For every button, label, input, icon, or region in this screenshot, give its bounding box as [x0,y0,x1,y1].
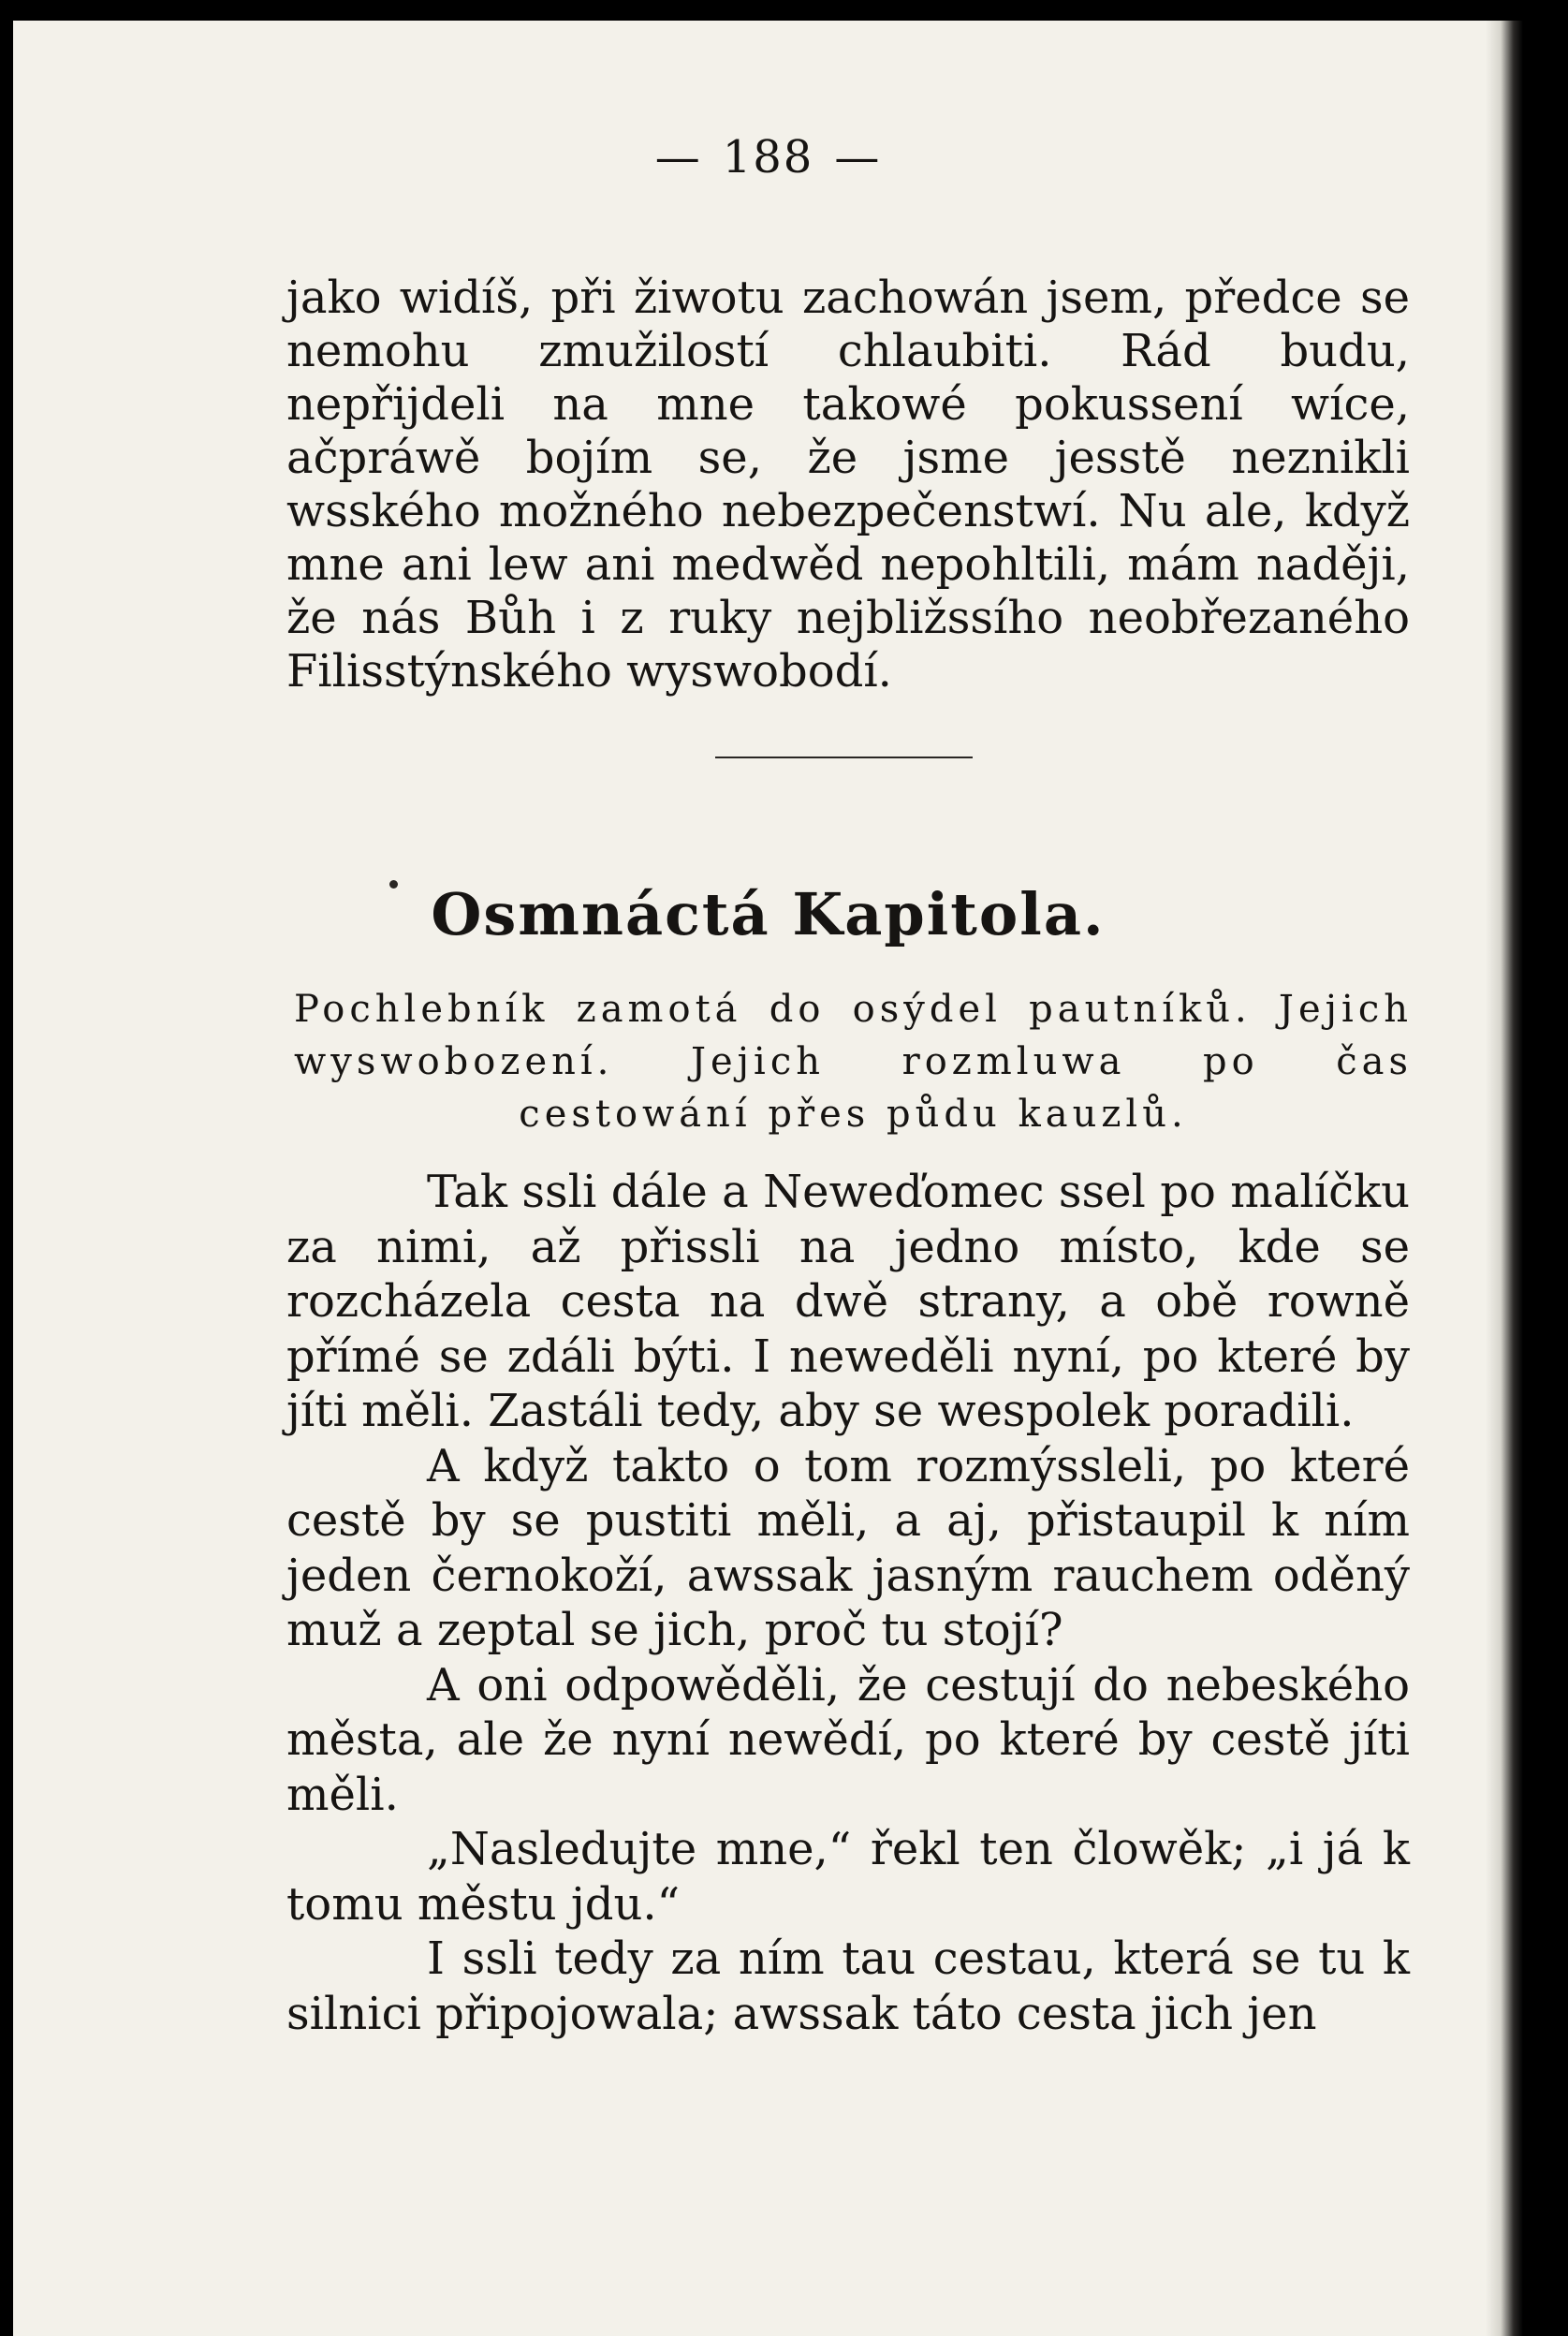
body-paragraph-4: „Nasledujte mne,“ řekl ten člowěk; „i já k tomu městu jdu.“ [286,1823,1410,1931]
book-page [13,21,1523,2336]
chapter-title: Osmnáctá Kapitola. [431,880,1106,948]
section-divider [715,757,973,758]
page-number-header [13,131,1523,184]
chapter-summary: Pochlebník zamotá do osýdel pautníků. Jejich wyswobození. Jejich rozmluwa po čas cestowání přes půdu kauzlů. [294,988,1413,1136]
chapter-body [286,1165,1410,2041]
body-paragraph-2: A když takto o tom rozmýssleli, po které cestě by se pustiti měli, a aj, přistaupil k ním jeden černokoží, awssak jasným rauchem oděný muž a zeptal se jich, proč tu stojí? [286,1439,1410,1656]
body-paragraph-3: A oni odpowěděli, že cestují do nebeského města, ale že nyní newědí, po které by cestě jíti měli. [286,1658,1410,1821]
body-paragraph-1: Tak ssli dále a Neweďomec ssel po malíčku za nimi, až přissli na jedno místo, kde se rozcházela cesta na dwě strany, a obě rowně přímé se zdáli býti. I neweděli nyní, po které by jíti měli. Zastáli tedy, aby se wespolek poradili. [286,1166,1410,1437]
body-paragraph-5: I ssli tedy za ním tau cestau, která se tu k silnici připojowala; awssak táto cesta jich jen [286,1932,1410,2040]
continuation-paragraph: jako widíš, při žiwotu zachowán jsem, předce se nemohu zmužilostí chlaubiti. Rád budu, nepřijdeli na mne takowé pokussení wíce, ačpráwě bojím se, že jsme jesstě neznikli wsského možného nebezpečenstwí. Nu ale, když mne ani lew ani medwěd nepohltili, mám naději, že nás Bůh i z ruky nejbližssího neobřezaného Filisstýnského wyswobodí. [286,272,1410,698]
page-number: 188 [722,131,814,184]
folio-dash-right: — [834,131,882,184]
page-spine-shadow [1486,21,1523,2336]
folio-dash-left: — [654,131,702,184]
